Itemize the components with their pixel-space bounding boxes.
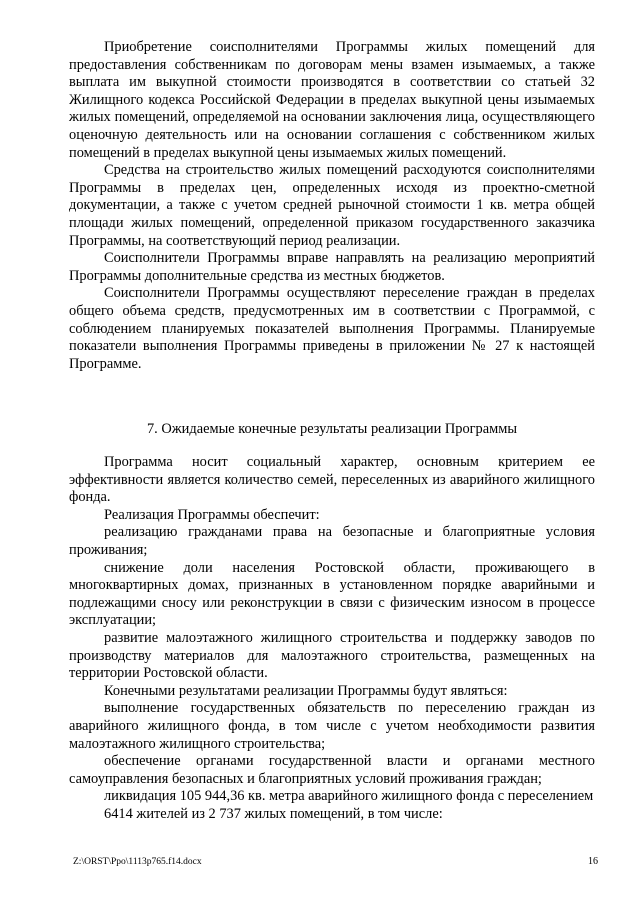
list-item: ликвидация 105 944,36 кв. метра аварийного жилищного фонда с переселением (104, 788, 594, 805)
body-text-before-heading (69, 39, 595, 373)
list-item: обеспечение органами государственной власти и органами местного самоуправления безопасных и благоприятных условий проживания граждан; (69, 753, 595, 787)
list-item: 6414 жителей из 2 737 жилых помещений, в том числе: (104, 805, 443, 822)
paragraph: Приобретение соисполнителями Программы жилых помещений для предоставления собственникам по договорам мены взамен изымаемых, а также выплата им выкупной стоимости производятся в соответствии со статьей 32 Жилищного кодекса Российской Федерации в пределах выкупной цены изымаемых жилых помещений, определяемой на основании заключения лица, осуществляющего оценочную деятельность или на основании соглашения с собственником жилых помещений в пределах выкупной цены изымаемых жилых помещений. (69, 39, 595, 161)
paragraph: Программа носит социальный характер, основным критерием ее эффективности является количество семей, переселенных из аварийного жилищного фонда. (69, 454, 595, 506)
list-item: выполнение государственных обязательств по переселению граждан из аварийного жилищного фонда, в том числе с учетом необходимости развития малоэтажного жилищного строительства; (69, 700, 595, 752)
paragraph: Конечными результатами реализации Программы будут являться: (104, 682, 508, 699)
footer-file-path: Z:\ORST\Ppo\1113p765.f14.docx (73, 857, 202, 867)
list-item: развитие малоэтажного жилищного строительства и поддержку заводов по производству материалов для малоэтажного строительства, размещенных на территории Ростовской области. (69, 629, 595, 682)
list-item: снижение доли населения Ростовской области, проживающего в многоквартирных домах, признанных в установленном порядке аварийными и подлежащими сносу или реконструкции в связи с физическим износом в процессе эксплуатации; (69, 559, 595, 629)
footer-page-number: 16 (588, 856, 598, 867)
list-item: реализацию гражданами права на безопасные и благоприятные условия проживания; (69, 524, 595, 558)
paragraph: Соисполнители Программы осуществляют переселение граждан в пределах общего объема средств, предусмотренных им в соответствии с Программой, с соблюдением планируемых показателей выполнения Программы. Планируемые показатели выполнения Программы приведены в приложении № 27 к настоящей Программе. (69, 285, 595, 372)
paragraph: Реализация Программы обеспечит: (104, 506, 320, 523)
body-text-after-heading (69, 454, 595, 823)
paragraph: Соисполнители Программы вправе направлять на реализацию мероприятий Программы дополнительные средства из местных бюджетов. (69, 250, 595, 284)
paragraph: Средства на строительство жилых помещений расходуются соисполнителями Программы в пределах цен, определенных исходя из проектно-сметной документации, а также с учетом средней рыночной стоимости 1 кв. метра общей площади жилых помещений, определенной приказом государственного заказчика Программы, на соответствующий период реализации. (69, 162, 595, 249)
section-heading: 7. Ожидаемые конечные результаты реализации Программы (146, 421, 518, 437)
